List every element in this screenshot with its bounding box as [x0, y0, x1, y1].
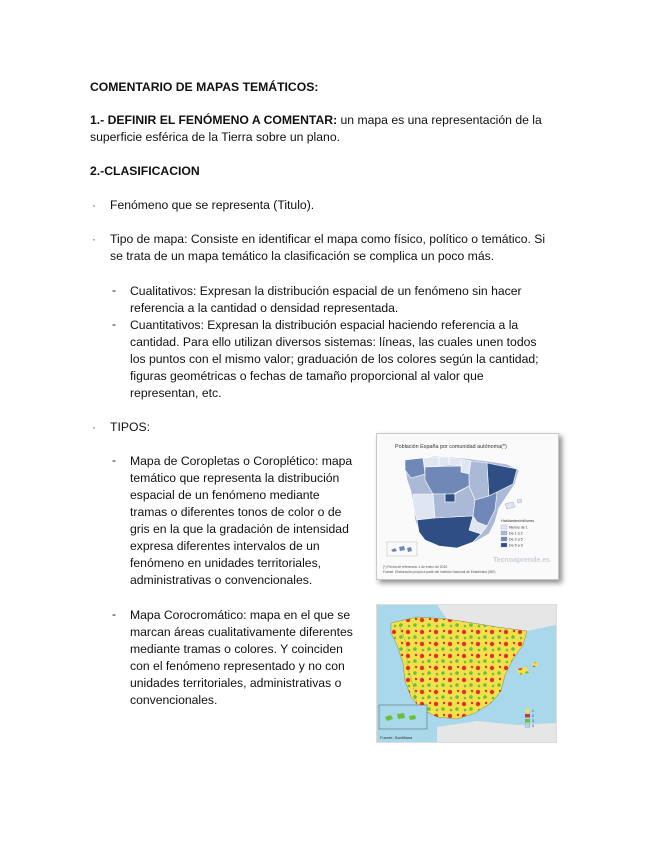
- legend-label: De 1 a 2: [509, 531, 523, 536]
- cuantitativos-line: representan, etc.: [130, 386, 222, 400]
- watermark: Tecnoaprende.es: [493, 557, 551, 564]
- region-cantabria: [439, 457, 449, 466]
- choropleth-title: Población España por comunidad autónoma(*): [395, 444, 507, 450]
- dash-marker: -: [112, 453, 117, 467]
- figure-caption: Fuente: Santillana: [380, 735, 413, 740]
- legend-label: 4: [532, 724, 534, 728]
- region-pais-vasco: [449, 458, 461, 466]
- tipos-label: TIPOS:: [110, 420, 150, 434]
- chorochromatic-map-svg: [377, 605, 556, 742]
- choropleth-map-svg: [377, 434, 558, 579]
- coropletas-line: Mapa de Coropletas o Coroplético: mapa: [130, 454, 353, 468]
- corocromatico-line: unidades territoriales, administrativas o: [130, 676, 342, 690]
- cualitativos-line: referencia a la cantidad o densidad representada.: [130, 301, 399, 315]
- cuantitativos-line: cantidad. Para ello utilizan diversos sistemas: líneas, las cuales unen todos: [130, 335, 537, 349]
- section1-line1: [90, 112, 542, 129]
- legend-swatch: [501, 537, 507, 541]
- legend-label: 1: [532, 709, 534, 713]
- legend-label: 3: [532, 719, 534, 723]
- coropletas-line: temático que representa la distribución: [130, 471, 340, 485]
- coropletas-line: espacial de un fenómeno mediante: [130, 488, 320, 502]
- dash-marker: -: [112, 607, 117, 621]
- legend-swatch: [525, 724, 530, 728]
- legend-label: 2: [532, 714, 534, 718]
- cuantitativos-line: Cuantitativos: Expresan la distribución espacial haciendo referencia a la: [130, 318, 519, 332]
- dash-marker: -: [112, 317, 117, 331]
- document-heading: COMENTARIO DE MAPAS TEMÁTICOS:: [90, 80, 319, 94]
- coropletas-line: expresa diferentes intervalos de un: [130, 539, 320, 553]
- legend-swatch: [525, 709, 530, 713]
- cuantitativos-line: los puntos con el mismo valor; graduación de los colores según la cantidad;: [130, 352, 539, 366]
- legend-swatch: [525, 719, 530, 723]
- region-madrid: [445, 494, 455, 502]
- dash-marker: -: [112, 283, 117, 297]
- choropleth-map-figure: [376, 433, 559, 580]
- bullet-marker: ·: [92, 198, 96, 212]
- corocromatico-line: Mapa Corocromático: mapa en el que se: [130, 608, 351, 622]
- region-extremadura: [413, 494, 435, 520]
- legend-swatch: [501, 543, 507, 547]
- coropletas-line: fenómeno en unidades territoriales,: [130, 556, 322, 570]
- region-asturias: [423, 457, 439, 467]
- section1-text-line1: un mapa es una representación de la: [337, 113, 542, 127]
- item-tipo-mapa-line1: Tipo de mapa: Consiste en identificar el mapa como físico, político o temático. Si: [110, 232, 546, 246]
- legend-swatch: [501, 531, 507, 535]
- coropletas-line: gris en la que la gradación de intensidad: [130, 522, 349, 536]
- chorochromatic-map-figure: [376, 604, 557, 743]
- legend-title: Habitantes/millones: [501, 519, 535, 523]
- corocromatico-line: con el fenómeno representado y no con: [130, 659, 345, 673]
- footnote: (*) Fecha de referencia: 1 de enero de 2015: [383, 565, 448, 569]
- cuantitativos-line: figuras geométricas o fechas de tamaño proporcional al valor que: [130, 369, 484, 383]
- section1-text-line2: superficie esférica de la Tierra sobre un plano.: [90, 130, 340, 144]
- section2-label: 2.-CLASIFICACION: [90, 164, 200, 178]
- legend-label: De 2 a 5: [509, 537, 523, 542]
- corocromatico-line: convencionales.: [130, 693, 218, 707]
- corocromatico-line: mediante tramas o colores. Y coinciden: [130, 642, 343, 656]
- legend-label: De 5 a 9: [509, 543, 523, 548]
- section1-label: 1.- DEFINIR EL FENÓMENO A COMENTAR:: [90, 113, 338, 127]
- footnote: Fuente: Elaboración propia a partir del Instituto Nacional de Estadística (INE): [383, 570, 496, 574]
- legend-swatch: [525, 714, 530, 718]
- legend-label: Menos de 1: [509, 525, 528, 530]
- corocromatico-line: marcan áreas cualitativamente diferentes: [130, 625, 353, 639]
- item-tipo-mapa-line2: se trata de un mapa temático la clasificación se complica un poco más.: [110, 249, 495, 263]
- legend-swatch: [501, 525, 507, 529]
- item-fenomeno: Fenómeno que se representa (Titulo).: [110, 198, 315, 212]
- bullet-marker: ·: [92, 420, 96, 434]
- coropletas-line: tramas o diferentes tonos de color o de: [130, 505, 342, 519]
- bullet-marker: ·: [92, 232, 96, 246]
- coropletas-line: administrativas o convencionales.: [130, 573, 313, 587]
- cualitativos-line: Cualitativos: Expresan la distribución espacial de un fenómeno sin hacer: [130, 284, 522, 298]
